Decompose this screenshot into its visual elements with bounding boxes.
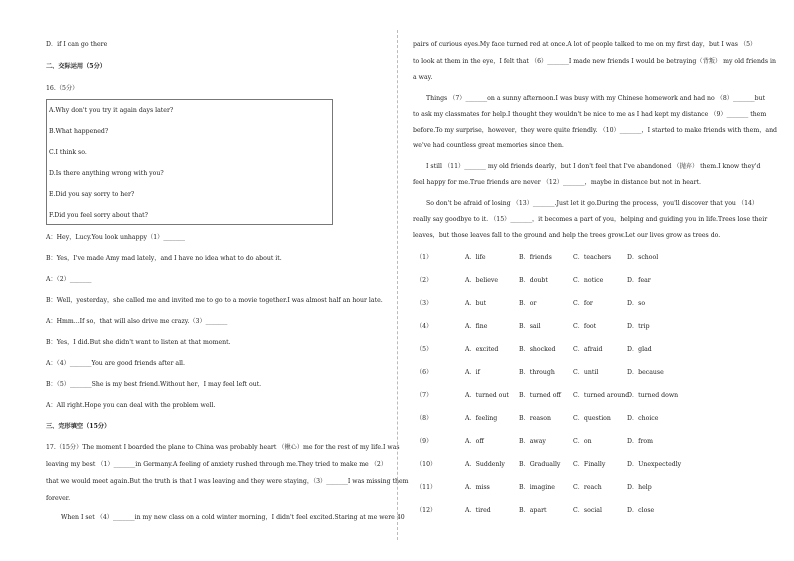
passage-line: really say goodbye to it. （15）_______，it becomes a part of you，helping and guiding you in life.Trees lose their [413,216,768,223]
choice-c[interactable]: C．reach [573,484,602,491]
choice-b[interactable]: B．reason [519,415,551,422]
choice-number: （3） [416,300,433,307]
choice-number: （6） [416,369,433,376]
choice-number: （11） [416,484,437,491]
box-option: E.Did you say sorry to her? [49,191,135,198]
box-option: B.What happened? [49,128,109,135]
choice-a[interactable]: A．miss [465,484,490,491]
passage-line: 17.（15分）The moment I boarded the plane to China was probably heart （揪心）me for the rest of my life.I was [46,444,400,451]
choice-number: （4） [416,323,433,330]
choice-d[interactable]: D．school [627,254,659,261]
choice-c[interactable]: C．social [573,507,602,514]
choice-row [413,275,759,285]
choice-row [413,413,759,423]
choice-b[interactable]: B．through [519,369,555,376]
passage-line: When I set （4）_______in my new class on a cold winter morning，I didn't feel excited.Staring at me were 40 [61,514,405,521]
choice-a[interactable]: A．fine [465,323,488,330]
choice-row [413,482,759,492]
choice-b[interactable]: B．friends [519,254,552,261]
passage-line: that we would meet again.But the truth is that I was leaving and they were staying，（3）_______I was missing them [46,478,409,485]
option-d-line: D．if I can go there [46,41,108,48]
choice-number: （1） [416,254,433,261]
choice-c[interactable]: C．Finally [573,461,606,468]
choice-row [413,298,759,308]
dialogue-line: A：Hmm...If so，that will also drive me crazy.（3）_______ [46,318,228,325]
choice-c[interactable]: C．until [573,369,599,376]
passage-line: to look at them in the eye，I felt that （6）_______I made new friends I would be betraying（背叛） my old friends in [413,58,776,65]
passage-line: I still （11）_______ my old friends dearly，but I don't feel that I've abandoned （抛弃） them.I know they'd [426,163,761,170]
choice-a[interactable]: A．tired [465,507,491,514]
choice-b[interactable]: B．or [519,300,537,307]
dialogue-line: A：（2）_______ [46,276,92,283]
choice-a[interactable]: A．off [465,438,484,445]
choice-row [413,505,759,515]
box-option: A.Why don't you try it again days later? [49,107,174,114]
choice-row [413,344,759,354]
choice-c[interactable]: C．teachers [573,254,612,261]
dialogue-line: B：Yes，I did.But she didn't want to listen at that moment. [46,339,231,346]
choice-row [413,390,759,400]
choice-c[interactable]: C．question [573,415,611,422]
dialogue-line: B：Yes，I've made Amy mad lately，and I have no idea what to do about it. [46,255,282,262]
choice-d[interactable]: D．help [627,484,652,491]
choice-number: （10） [416,461,437,468]
choice-c[interactable]: C．for [573,300,593,307]
choice-row [413,459,759,469]
passage-line: feel happy for me.True friends are never （12）_______，maybe in distance but not in heart. [413,179,702,186]
choice-a[interactable]: A．life [465,254,486,261]
dialogue-line: B：Well，yesterday，she called me and invited me to go to a movie together.I was almost half an hour late. [46,297,383,304]
passage-line: forever. [46,495,71,502]
choice-d[interactable]: D．Unexpectedly [627,461,682,468]
choice-a[interactable]: A．but [465,300,487,307]
choice-b[interactable]: B．doubt [519,277,548,284]
choice-a[interactable]: A．Suddenly [465,461,505,468]
choice-c[interactable]: C．afraid [573,346,603,353]
choice-number: （12） [416,507,437,514]
choice-number: （9） [416,438,433,445]
passage-line: leaving my best （1）_______in Germany.A feeling of anxiety rushed through me.They tried to make me （2） [46,461,388,468]
options-box [46,99,333,225]
choice-b[interactable]: B．sail [519,323,541,330]
choice-a[interactable]: A．turned out [465,392,509,399]
choice-d[interactable]: D．turned down [627,392,679,399]
box-option: D.Is there anything wrong with you? [49,170,164,177]
box-option: F.Did you feel sorry about that? [49,212,148,219]
choice-a[interactable]: A．excited [465,346,499,353]
dialogue-line: A：Hey，Lucy.You look unhappy（1）_______ [46,234,185,241]
passage-line: before.To my surprise，however，they were quite friendly. （10）_______，I started to make friends with them，and [413,127,778,134]
passage-line: So don't be afraid of losing （13）_______.Just let it go.During the process，you'll discover that you （14） [426,200,759,207]
column-divider [397,30,398,540]
choice-row [413,367,759,377]
choice-row [413,436,759,446]
choice-a[interactable]: A．believe [465,277,499,284]
passage-line: we've had countless great memories since then. [413,142,564,149]
choice-c[interactable]: C．on [573,438,592,445]
dialogue-line: A：（4）_______You are good friends after all. [46,360,186,367]
choice-c[interactable]: C．notice [573,277,604,284]
question-16-label: 16.（5分） [46,85,79,92]
choice-a[interactable]: A．if [465,369,480,376]
choice-b[interactable]: B．apart [519,507,547,514]
choice-a[interactable]: A．feeling [465,415,498,422]
choice-number: （8） [416,415,433,422]
choice-row [413,252,759,262]
passage-line: leaves，but those leaves fall to the ground and help the trees grow.Let our lives grow as trees do. [413,232,721,239]
choice-d[interactable]: D．so [627,300,646,307]
section-3-heading: 三、完形填空（15分） [46,423,111,430]
choice-d[interactable]: D．from [627,438,653,445]
choice-c[interactable]: C．turned around [573,392,630,399]
passage-line: pairs of curious eyes.My face turned red at once.A lot of people talked to me on my first day，but I was （5） [413,41,757,48]
passage-line: Things （7）_______on a sunny afternoon.I was busy with my Chinese homework and had no （8）_______but [426,95,766,102]
choice-d[interactable]: D．choice [627,415,659,422]
choice-b[interactable]: B．imagine [519,484,555,491]
choice-b[interactable]: B．shocked [519,346,556,353]
passage-line: a way. [413,74,433,81]
choice-number: （5） [416,346,433,353]
box-option: C.I think so. [49,149,87,156]
choice-d[interactable]: D．trip [627,323,650,330]
section-2-heading: 二、交际运用（5分） [46,63,106,70]
dialogue-line: B：（5）_______She is my best friend.Without her，I may feel left out. [46,381,262,388]
dialogue-line: A：All right.Hope you can deal with the problem well. [46,402,216,409]
choice-d[interactable]: D．glad [627,346,652,353]
choice-b[interactable]: B．turned off [519,392,561,399]
choice-number: （7） [416,392,433,399]
choice-b[interactable]: B．away [519,438,546,445]
choice-row [413,321,759,331]
choice-c[interactable]: C．foot [573,323,597,330]
choice-number: （2） [416,277,433,284]
passage-line: to ask my classmates for help.I thought they wouldn't be nice to me as I had kept my distance （9）_______ them [413,111,767,118]
choice-d[interactable]: D．because [627,369,664,376]
choice-d[interactable]: D．fear [627,277,651,284]
choice-d[interactable]: D．close [627,507,655,514]
choice-b[interactable]: B．Gradually [519,461,561,468]
